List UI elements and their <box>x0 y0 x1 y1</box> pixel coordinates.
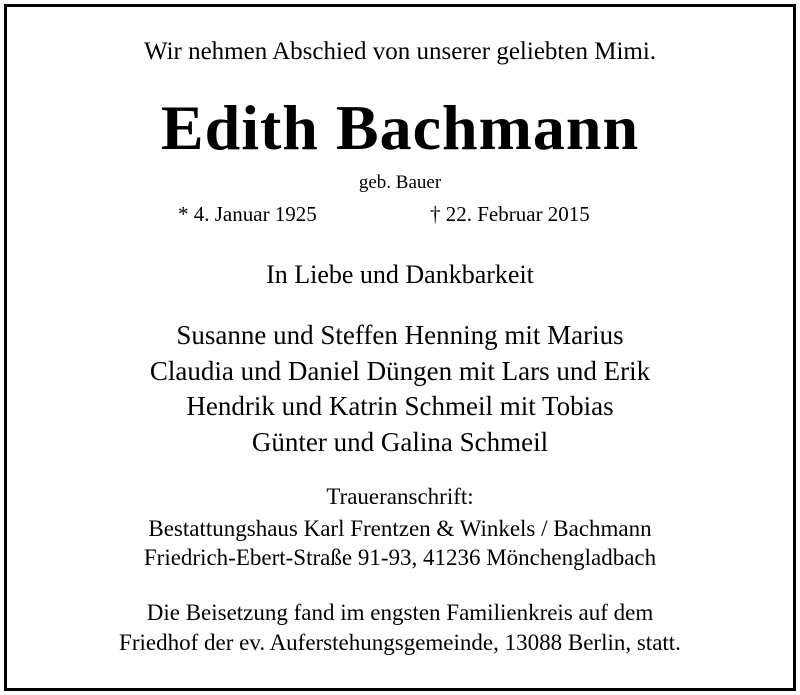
funeral-notice-line: Die Beisetzung fand im engsten Familienkreis auf dem <box>146 600 654 625</box>
mourning-address <box>0 514 800 572</box>
dedication-text: In Liebe und Dankbarkeit <box>266 260 534 289</box>
mourner-line: Günter und Galina Schmeil <box>251 426 549 457</box>
maiden-name: geb. Bauer <box>358 172 442 193</box>
mourner-line: Hendrik und Katrin Schmeil mit Tobias <box>186 391 614 421</box>
funeral-notice-line: Friedhof der ev. Auferstehungsgemeinde, 13088 Berlin, statt. <box>119 630 681 655</box>
birth-date: * 4. Januar 1925 <box>178 202 317 226</box>
mourner-line: Susanne und Steffen Henning mit Marius <box>176 320 624 350</box>
address-line: Friedrich-Ebert-Straße 91-93, 41236 Mönchengladbach <box>143 545 657 570</box>
funeral-notice <box>0 598 800 658</box>
life-dates <box>0 204 800 226</box>
mourner-line: Claudia und Daniel Düngen mit Lars und Erik <box>149 355 651 386</box>
deceased-name: Edith Bachmann <box>160 92 640 163</box>
intro-text: Wir nehmen Abschied von unserer geliebten Mimi. <box>143 38 657 65</box>
death-date: † 22. Februar 2015 <box>430 202 590 226</box>
address-label: Traueranschrift: <box>326 484 474 509</box>
address-line: Bestattungshaus Karl Frentzen & Winkels / Bachmann <box>148 516 652 541</box>
mourners-list <box>0 318 800 460</box>
